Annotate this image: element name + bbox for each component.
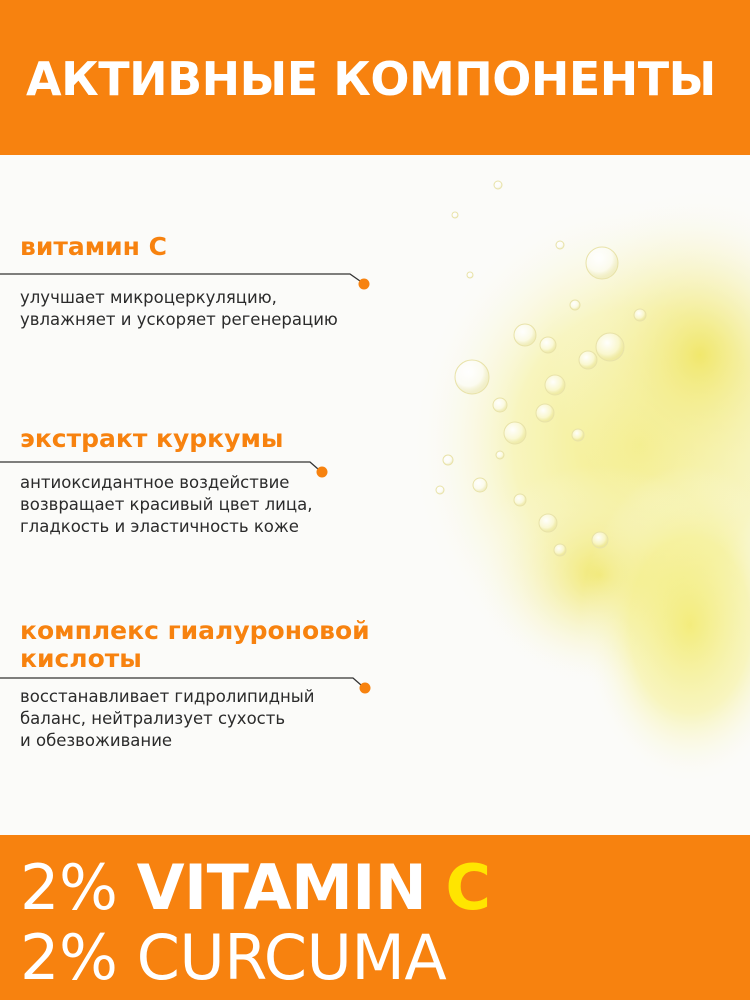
header-banner (0, 0, 750, 155)
ingredient-description: улучшает микроцеркуляцию, увлажняет и ускоряет регенерацию (20, 288, 338, 329)
vitamin-c-concentration: 2% VITAMIN C (20, 851, 491, 924)
ingredient-description: восстанавливает гидролипидный баланс, нейтрализует сухость и обезвоживание (20, 687, 315, 750)
ingredient-title: витамин С (20, 232, 167, 261)
page-title: АКТИВНЫЕ КОМПОНЕНТЫ (26, 52, 716, 106)
ingredient-turmeric-extract (20, 424, 420, 536)
ingredient-description: антиоксидантное воздействие возвращает красивый цвет лица, гладкость и эластичность коже (20, 473, 313, 536)
footer-banner (0, 835, 750, 1000)
ingredients-section (0, 155, 750, 835)
ingredient-title: экстракт куркумы (20, 424, 284, 453)
ingredient-hyaluronic-complex (20, 616, 420, 750)
curcuma-concentration: 2% CURCUMA (20, 921, 447, 994)
ingredient-vitamin-c (20, 232, 420, 329)
ingredient-title: комплекс гиалуроновой кислоты (20, 616, 370, 673)
